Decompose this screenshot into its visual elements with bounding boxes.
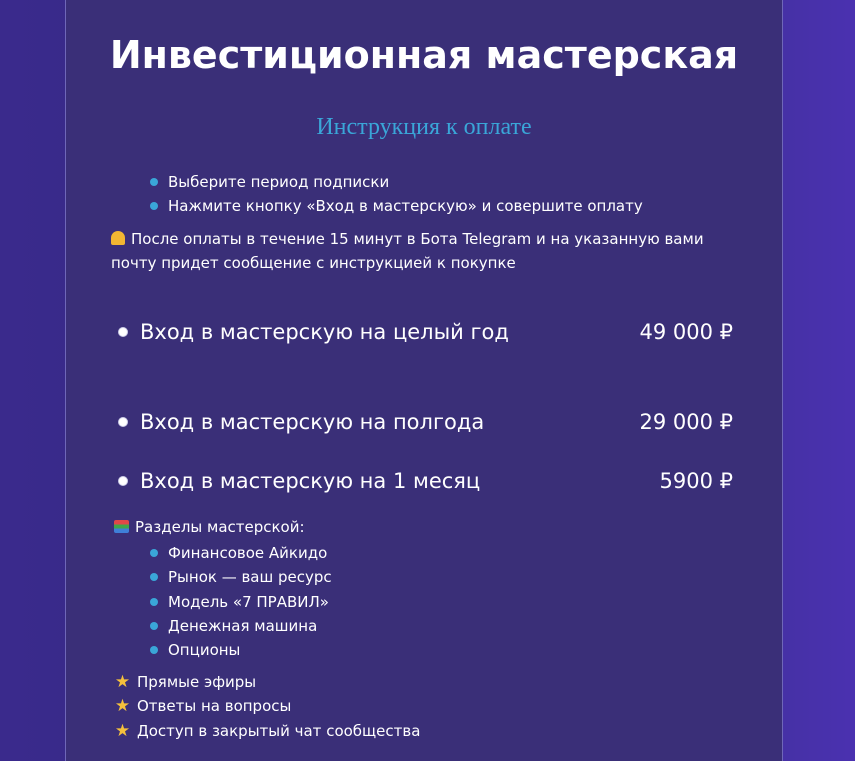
plan-option-year[interactable] [118, 317, 733, 347]
bullet-icon [150, 178, 158, 186]
list-item: ★ Ответы на вопросы [114, 694, 420, 718]
star-icon: ★ [114, 672, 131, 692]
content-panel [65, 0, 783, 761]
list-item: Денежная машина [150, 614, 332, 638]
plan-label[interactable]: Вход в мастерскую на 1 месяц [140, 469, 481, 493]
radio-button[interactable] [118, 327, 128, 337]
list-item: Опционы [150, 638, 332, 662]
plan-option-half-year[interactable] [118, 407, 733, 437]
list-item: ★ Доступ в закрытый чат сообщества [114, 719, 420, 743]
list-item: Модель «7 ПРАВИЛ» [150, 590, 332, 614]
bullet-icon [150, 646, 158, 654]
list-item: Нажмите кнопку «Вход в мастерскую» и совершите оплату [150, 194, 643, 218]
plan-price: 49 000 ₽ [639, 320, 733, 344]
radio-button[interactable] [118, 476, 128, 486]
bullet-icon [150, 622, 158, 630]
sections-heading: Разделы мастерской: [114, 515, 305, 539]
payment-steps-list [150, 170, 643, 219]
plan-option-month[interactable] [118, 466, 733, 496]
plan-label[interactable]: Вход в мастерскую на полгода [140, 410, 485, 434]
bullet-icon [150, 598, 158, 606]
perks-list [114, 670, 420, 743]
star-icon: ★ [114, 696, 131, 717]
radio-button[interactable] [118, 417, 128, 427]
payment-instructions-heading: Инструкция к оплате [316, 114, 532, 140]
books-icon [114, 520, 129, 533]
sections-list [150, 541, 332, 662]
plan-label[interactable]: Вход в мастерскую на целый год [140, 320, 509, 344]
list-item: Выберите период подписки [150, 170, 643, 194]
plan-price: 29 000 ₽ [639, 410, 733, 434]
list-item: Финансовое Айкидо [150, 541, 332, 565]
bell-icon [111, 231, 125, 245]
plan-price: 5900 ₽ [659, 469, 733, 493]
bullet-icon [150, 549, 158, 557]
list-item: Рынок — ваш ресурс [150, 565, 332, 589]
bullet-icon [150, 573, 158, 581]
list-item: ★ Прямые эфиры [114, 670, 420, 694]
page-title: Инвестиционная мастерская [109, 33, 739, 77]
star-icon: ★ [114, 720, 131, 741]
bullet-icon [150, 202, 158, 210]
payment-note: После оплаты в течение 15 минут в Бота Telegram и на указанную вами почту придет сообщение с инструкцией к покупке [111, 230, 704, 272]
